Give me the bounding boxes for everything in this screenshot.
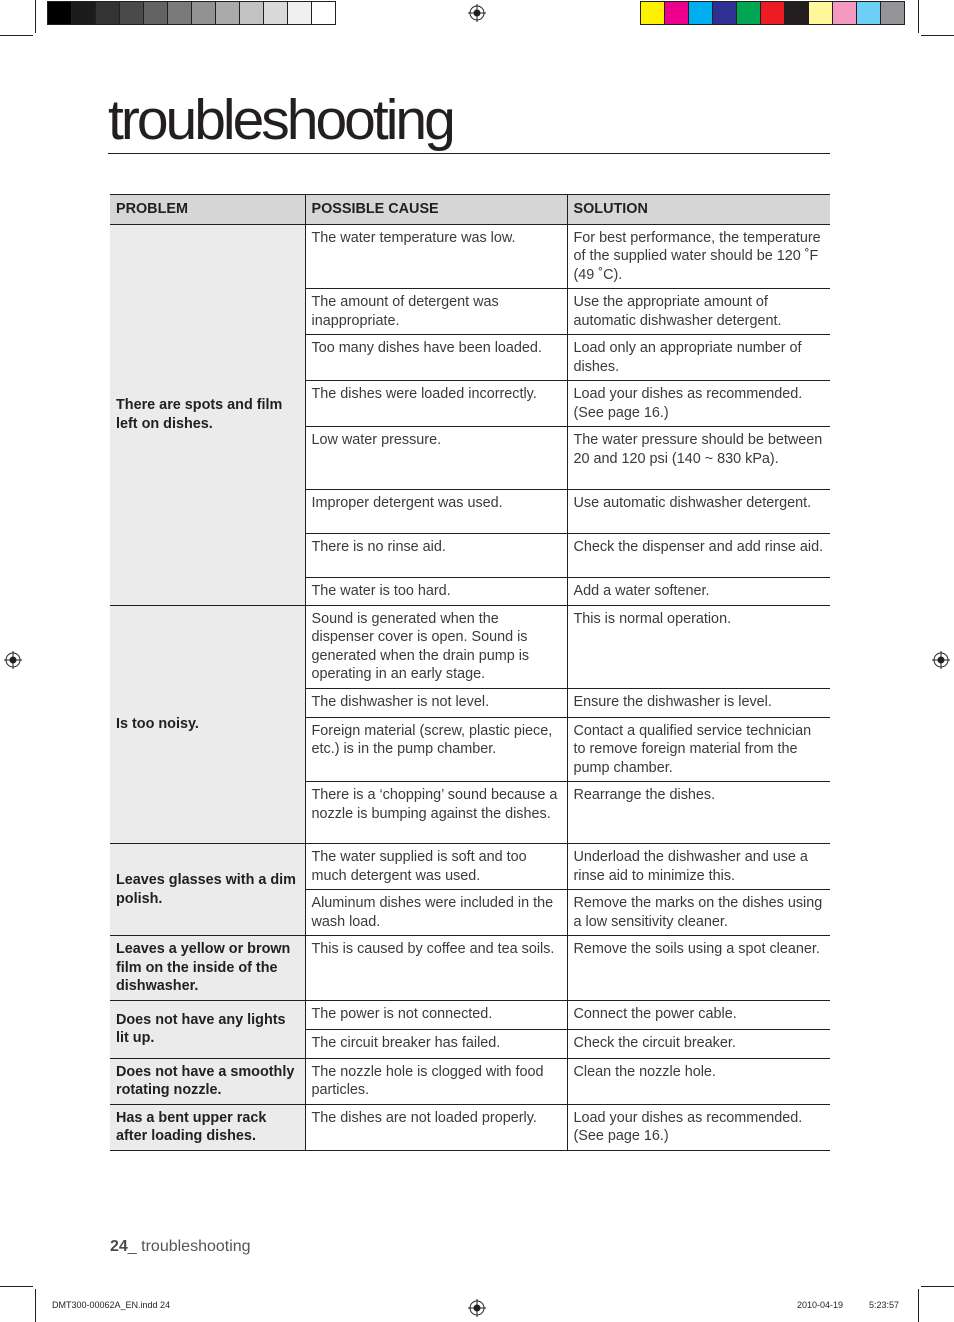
cause-cell: Aluminum dishes were included in the wash load. xyxy=(305,890,567,936)
table-row xyxy=(110,844,830,890)
solution-cell: Load your dishes as recommended. (See page 16.) xyxy=(567,381,830,427)
color-swatch xyxy=(857,1,881,25)
solution-cell: Load only an appropriate number of dishes. xyxy=(567,335,830,381)
table-row xyxy=(110,936,830,1001)
solution-cell: Clean the nozzle hole. xyxy=(567,1058,830,1104)
color-swatch xyxy=(833,1,857,25)
gray-color-bar xyxy=(47,1,336,25)
solution-cell: Contact a qualified service technician to remove foreign material from the pump chamber. xyxy=(567,717,830,782)
cause-cell: The dishes were loaded incorrectly. xyxy=(305,381,567,427)
solution-cell: Underload the dishwasher and use a rinse aid to minimize this. xyxy=(567,844,830,890)
solution-cell: Check the dispenser and add rinse aid. xyxy=(567,534,830,578)
color-swatch xyxy=(761,1,785,25)
color-swatch xyxy=(785,1,809,25)
cause-cell: This is caused by coffee and tea soils. xyxy=(305,936,567,1001)
crop-mark xyxy=(921,1286,954,1287)
cause-cell: Improper detergent was used. xyxy=(305,490,567,534)
problem-cell: Does not have any lights lit up. xyxy=(110,1000,305,1058)
color-swatch xyxy=(881,1,905,25)
table-row xyxy=(110,1104,830,1150)
slug-date: 2010-04-19 xyxy=(797,1300,844,1310)
problem-cell: Leaves a yellow or brown film on the inside of the dishwasher. xyxy=(110,936,305,1001)
cause-cell: The circuit breaker has failed. xyxy=(305,1029,567,1058)
solution-cell: Use the appropriate amount of automatic dishwasher detergent. xyxy=(567,289,830,335)
header-solution: SOLUTION xyxy=(567,195,830,225)
cause-cell: The amount of detergent was inappropriate. xyxy=(305,289,567,335)
slug-time: 5:23:57 xyxy=(869,1300,900,1310)
color-swatch xyxy=(713,1,737,25)
color-swatch xyxy=(192,1,216,25)
cause-cell: The dishes are not loaded properly. xyxy=(305,1104,567,1150)
crop-mark xyxy=(918,0,919,33)
page-footer xyxy=(110,1238,251,1256)
solution-cell: This is normal operation. xyxy=(567,605,830,688)
problem-cell: Does not have a smoothly rotating nozzle. xyxy=(110,1058,305,1104)
cause-cell: Low water pressure. xyxy=(305,427,567,490)
problem-cell: Is too noisy. xyxy=(110,605,305,844)
page-title: troubleshooting xyxy=(108,88,453,152)
crop-mark xyxy=(921,35,954,36)
solution-cell: The water pressure should be between 20 and 120 psi (140 ~ 830 kPa). xyxy=(567,427,830,490)
color-swatch xyxy=(665,1,689,25)
color-swatch xyxy=(144,1,168,25)
cause-cell: Foreign material (screw, plastic piece, etc.) is in the pump chamber. xyxy=(305,717,567,782)
crop-mark xyxy=(0,1286,33,1287)
cause-cell: The dishwasher is not level. xyxy=(305,688,567,717)
color-swatch xyxy=(168,1,192,25)
cause-cell: The water is too hard. xyxy=(305,578,567,606)
slug-file: DMT300-00062A_EN.indd 24 xyxy=(52,1300,171,1310)
solution-cell: Check the circuit breaker. xyxy=(567,1029,830,1058)
problem-cell: There are spots and film left on dishes. xyxy=(110,224,305,605)
cause-cell: The nozzle hole is clogged with food particles. xyxy=(305,1058,567,1104)
header-possible-cause: POSSIBLE CAUSE xyxy=(305,195,567,225)
table-row xyxy=(110,1058,830,1104)
color-swatch xyxy=(288,1,312,25)
crop-mark xyxy=(918,1289,919,1322)
color-swatch xyxy=(120,1,144,25)
registration-target-icon xyxy=(468,1299,486,1317)
header-problem: PROBLEM xyxy=(110,195,305,225)
table-row xyxy=(110,224,830,289)
color-swatch xyxy=(264,1,288,25)
registration-target-icon xyxy=(468,4,486,22)
registration-target-icon xyxy=(932,651,950,669)
solution-cell: Load your dishes as recommended. (See page 16.) xyxy=(567,1104,830,1150)
title-rule xyxy=(108,153,830,154)
problem-cell: Has a bent upper rack after loading dishes. xyxy=(110,1104,305,1150)
process-color-bar xyxy=(640,1,905,25)
color-swatch xyxy=(809,1,833,25)
solution-cell: Remove the marks on the dishes using a low sensitivity cleaner. xyxy=(567,890,830,936)
table-row xyxy=(110,605,830,688)
cause-cell: Too many dishes have been loaded. xyxy=(305,335,567,381)
color-swatch xyxy=(312,1,336,25)
solution-cell: Add a water softener. xyxy=(567,578,830,606)
solution-cell: Connect the power cable. xyxy=(567,1000,830,1029)
crop-mark xyxy=(0,35,33,36)
solution-cell: Ensure the dishwasher is level. xyxy=(567,688,830,717)
color-swatch xyxy=(216,1,240,25)
solution-cell: Use automatic dishwasher detergent. xyxy=(567,490,830,534)
color-swatch xyxy=(737,1,761,25)
cause-cell: Sound is generated when the dispenser cover is open. Sound is generated when the drain pump is operating in an early stage. xyxy=(305,605,567,688)
troubleshooting-table xyxy=(110,194,830,1151)
crop-mark xyxy=(35,0,36,33)
color-swatch xyxy=(47,1,72,25)
cause-cell: There is no rinse aid. xyxy=(305,534,567,578)
problem-cell: Leaves glasses with a dim polish. xyxy=(110,844,305,936)
page-number: 24 xyxy=(110,1238,128,1255)
cause-cell: There is a ‘chopping’ sound because a nozzle is bumping against the dishes. xyxy=(305,782,567,844)
solution-cell: Rearrange the dishes. xyxy=(567,782,830,844)
solution-cell: Remove the soils using a spot cleaner. xyxy=(567,936,830,1001)
cause-cell: The water supplied is soft and too much detergent was used. xyxy=(305,844,567,890)
color-swatch xyxy=(96,1,120,25)
registration-target-icon xyxy=(4,651,22,669)
page-footer-label: _ troubleshooting xyxy=(127,1238,251,1255)
table-row xyxy=(110,1000,830,1029)
color-swatch xyxy=(72,1,96,25)
cause-cell: The power is not connected. xyxy=(305,1000,567,1029)
color-swatch xyxy=(640,1,665,25)
crop-mark xyxy=(35,1289,36,1322)
table-header-row xyxy=(110,195,830,225)
color-swatch xyxy=(240,1,264,25)
cause-cell: The water temperature was low. xyxy=(305,224,567,289)
color-swatch xyxy=(689,1,713,25)
solution-cell: For best performance, the temperature of the supplied water should be 120 ˚F (49 ˚C). xyxy=(567,224,830,289)
